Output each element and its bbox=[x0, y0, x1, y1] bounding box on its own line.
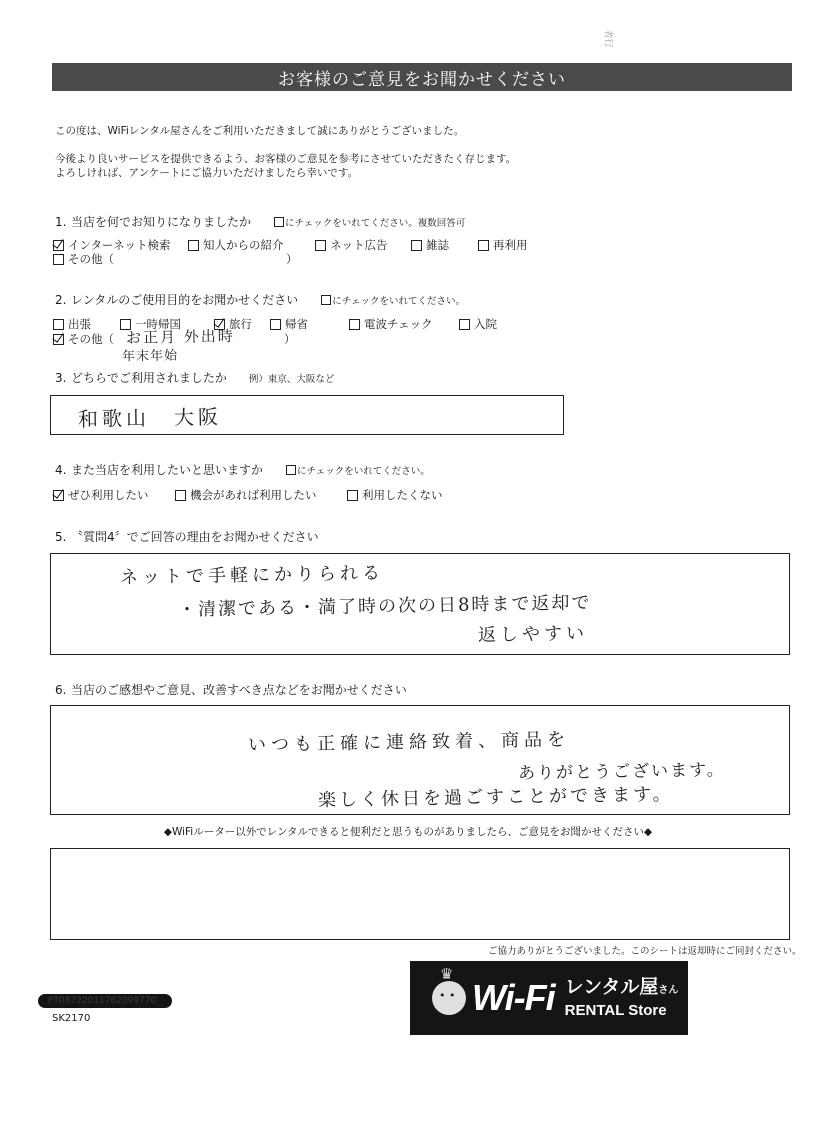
q2-other-close: ） bbox=[284, 332, 296, 346]
q1-option-reuse[interactable]: 再利用 bbox=[478, 237, 528, 253]
logo-wifi-text: Wi-Fi bbox=[472, 977, 555, 1018]
checkbox-icon[interactable] bbox=[347, 490, 358, 501]
logo-jp-text: レンタル屋さん bbox=[564, 976, 679, 998]
intro-line-2: 今後より良いサービスを提供できるよう、お客様のご意見を参考にさせていただきたく存じます。 bbox=[55, 153, 517, 165]
q4-option-not-use[interactable]: 利用したくない bbox=[347, 487, 443, 503]
question-3 bbox=[55, 369, 334, 386]
q2-other-handwritten-2: 年末年始 bbox=[121, 348, 179, 365]
sheet-code: SK2170 bbox=[52, 1013, 91, 1024]
checkbox-icon[interactable] bbox=[175, 490, 186, 501]
checkbox-checked-icon[interactable] bbox=[53, 490, 64, 501]
redacted-serial: PT08722011762099770 bbox=[38, 994, 172, 1008]
q2-option-travel[interactable]: 旅行 bbox=[214, 316, 252, 332]
question-6 bbox=[55, 681, 407, 698]
q1-option-net-ad[interactable]: ネット広告 bbox=[315, 237, 388, 253]
q2-other-handwritten-1: お正月 外出時 bbox=[125, 327, 235, 347]
checkbox-icon[interactable] bbox=[270, 319, 281, 330]
checkbox-icon[interactable] bbox=[53, 254, 64, 265]
q2-option-business-trip[interactable]: 出張 bbox=[53, 316, 91, 332]
checkbox-icon[interactable] bbox=[478, 240, 489, 251]
question-2-number: 2. bbox=[55, 293, 67, 307]
question-4-note: にチェックをいれてください。 bbox=[285, 463, 430, 477]
q5-answer-line-2: ・清潔である・満了時の次の日8時まで返却で bbox=[177, 592, 592, 621]
q5-answer-line-1: ネットで手軽にかりられる bbox=[119, 562, 385, 589]
checkbox-icon[interactable] bbox=[349, 319, 360, 330]
question-1-note: にチェックをいれてください。複数回答可 bbox=[273, 215, 465, 229]
question-1-text: 当店を何でお知りになりましたか bbox=[71, 215, 252, 229]
corner-scribble: 者行 bbox=[602, 29, 613, 48]
mascot-logo-icon bbox=[432, 981, 466, 1015]
question-4-number: 4. bbox=[55, 463, 67, 477]
q2-option-hospital[interactable]: 入院 bbox=[459, 316, 497, 332]
question-7: ◆WiFiルーター以外でレンタルできると便利だと思うものがありましたら、ご意見をお聞かせください◆ bbox=[163, 826, 653, 838]
intro-line-1: この度は、WiFiレンタル屋さんをご利用いただきまして誠にありがとうございました。 bbox=[55, 125, 465, 137]
q2-option-homecoming[interactable]: 帰省 bbox=[270, 316, 308, 332]
q4-option-definitely[interactable]: ぜひ利用したい bbox=[53, 487, 149, 503]
question-2-note: にチェックをいれてください。 bbox=[320, 293, 465, 307]
q1-option-referral[interactable]: 知人からの紹介 bbox=[188, 237, 284, 253]
question-3-text: どちらでご利用されましたか bbox=[71, 371, 227, 385]
question-1 bbox=[55, 213, 465, 230]
checkbox-checked-icon[interactable] bbox=[53, 240, 64, 251]
q2-option-signal-check[interactable]: 電波チェック bbox=[349, 316, 433, 332]
checkbox-icon[interactable] bbox=[411, 240, 422, 251]
checkbox-sample-icon bbox=[274, 217, 284, 227]
q1-option-internet-search[interactable]: インターネット検索 bbox=[53, 237, 170, 253]
q2-option-other[interactable]: その他（ bbox=[53, 331, 114, 347]
q6-answer-line-3: 楽しく休日を過ごすことができます。 bbox=[317, 783, 674, 812]
question-2 bbox=[55, 291, 465, 308]
q1-option-other[interactable]: その他（ bbox=[53, 251, 114, 267]
checkbox-sample-icon bbox=[286, 465, 296, 475]
q3-answer-text: 和歌山 大阪 bbox=[77, 404, 223, 432]
checkbox-sample-icon bbox=[321, 295, 331, 305]
question-3-number: 3. bbox=[55, 371, 67, 385]
checkbox-icon[interactable] bbox=[459, 319, 470, 330]
q6-answer-line-1: いつも正確に連絡致着、商品を bbox=[247, 729, 571, 756]
logo-en-text: RENTAL Store bbox=[564, 1002, 667, 1019]
thanks-note: ご協力ありがとうございました。このシートは返却時にご同封ください。 bbox=[488, 946, 802, 957]
question-1-number: 1. bbox=[55, 215, 67, 229]
logo-san-text: さん bbox=[658, 985, 679, 996]
question-4-text: また当店を利用したいと思いますか bbox=[71, 463, 264, 477]
page-title: お客様のご意見をお聞かせください bbox=[52, 63, 792, 91]
q4-option-if-chance[interactable]: 機会があれば利用したい bbox=[175, 487, 317, 503]
q7-answer-box[interactable] bbox=[50, 848, 790, 940]
question-2-text: レンタルのご使用目的をお聞かせください bbox=[71, 293, 299, 307]
question-6-text: 当店のご感想やご意見、改善すべき点などをお聞かせください bbox=[71, 683, 407, 697]
brand-logo bbox=[410, 961, 688, 1035]
logo-text-group bbox=[565, 976, 679, 1020]
q1-other-close: ） bbox=[286, 252, 298, 266]
question-5-number: 5. bbox=[55, 530, 67, 544]
checkbox-icon[interactable] bbox=[53, 319, 64, 330]
question-5 bbox=[55, 528, 319, 545]
q2-option-temporary-return[interactable]: 一時帰国 bbox=[120, 316, 181, 332]
checkbox-icon[interactable] bbox=[188, 240, 199, 251]
intro-line-3: よろしければ、アンケートにご協力いただけましたら幸いです。 bbox=[55, 167, 359, 179]
question-3-note: 例）東京、大阪など bbox=[248, 374, 335, 385]
q1-option-magazine[interactable]: 雑誌 bbox=[411, 237, 449, 253]
question-5-text: 〝質問4〞でご回答の理由をお聞かせください bbox=[71, 530, 319, 544]
question-6-number: 6. bbox=[55, 683, 67, 697]
q6-answer-line-2: ありがとうございます。 bbox=[517, 760, 726, 784]
q5-answer-line-3: 返しやすい bbox=[477, 623, 589, 646]
checkbox-icon[interactable] bbox=[315, 240, 326, 251]
question-4 bbox=[55, 461, 430, 478]
checkbox-checked-icon[interactable] bbox=[53, 334, 64, 345]
